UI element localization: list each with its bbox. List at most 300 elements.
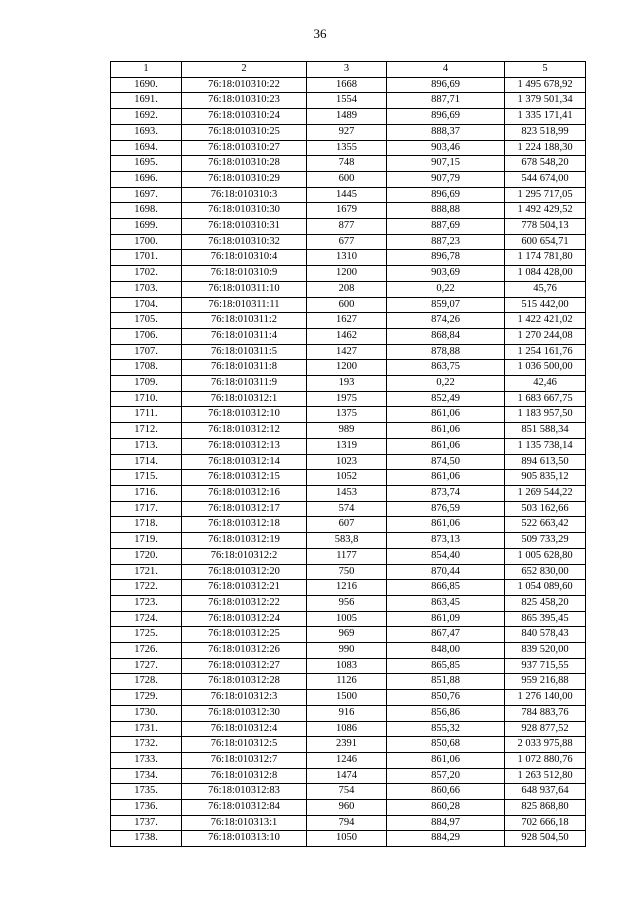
- area-cell: 583,8: [307, 533, 387, 549]
- area-cell: 1975: [307, 391, 387, 407]
- area-cell: 1050: [307, 831, 387, 847]
- cadastral-number-cell: 76:18:010312:10: [182, 407, 307, 423]
- cadastral-number-cell: 76:18:010310:22: [182, 77, 307, 93]
- area-cell: 1500: [307, 690, 387, 706]
- specific-value-cell: 863,75: [387, 360, 505, 376]
- cadastral-number-cell: 76:18:010312:14: [182, 454, 307, 470]
- cadastral-number-cell: 76:18:010310:32: [182, 234, 307, 250]
- row-number-cell: 1709.: [111, 376, 182, 392]
- area-cell: 1319: [307, 438, 387, 454]
- cadastral-value-cell: 959 216,88: [505, 674, 586, 690]
- row-number-cell: 1719.: [111, 533, 182, 549]
- area-cell: 1086: [307, 721, 387, 737]
- table-row: [111, 344, 586, 360]
- specific-value-cell: 856,86: [387, 705, 505, 721]
- row-number-cell: 1720.: [111, 548, 182, 564]
- table-row: [111, 815, 586, 831]
- table-row: [111, 800, 586, 816]
- area-cell: 677: [307, 234, 387, 250]
- cadastral-number-cell: 76:18:010311:10: [182, 281, 307, 297]
- cadastral-number-cell: 76:18:010311:4: [182, 328, 307, 344]
- table-row: [111, 658, 586, 674]
- table-row: [111, 737, 586, 753]
- cadastral-number-cell: 76:18:010313:10: [182, 831, 307, 847]
- area-cell: 1474: [307, 768, 387, 784]
- table-row: [111, 611, 586, 627]
- row-number-cell: 1699.: [111, 219, 182, 235]
- table-row: [111, 250, 586, 266]
- cadastral-number-cell: 76:18:010311:11: [182, 297, 307, 313]
- column-header-1: 1: [111, 62, 182, 78]
- row-number-cell: 1718.: [111, 517, 182, 533]
- table-row: [111, 203, 586, 219]
- row-number-cell: 1692.: [111, 109, 182, 125]
- cadastral-value-cell: 1 054 089,60: [505, 580, 586, 596]
- area-cell: 1200: [307, 360, 387, 376]
- cadastral-value-cell: 1 005 628,80: [505, 548, 586, 564]
- cadastral-number-cell: 76:18:010312:24: [182, 611, 307, 627]
- cadastral-value-cell: 937 715,55: [505, 658, 586, 674]
- area-cell: 877: [307, 219, 387, 235]
- table-row: [111, 533, 586, 549]
- row-number-cell: 1697.: [111, 187, 182, 203]
- row-number-cell: 1721.: [111, 564, 182, 580]
- cadastral-number-cell: 76:18:010312:30: [182, 705, 307, 721]
- specific-value-cell: 896,69: [387, 109, 505, 125]
- cadastral-number-cell: 76:18:010312:20: [182, 564, 307, 580]
- table-row: [111, 219, 586, 235]
- table-row: [111, 752, 586, 768]
- area-cell: 960: [307, 800, 387, 816]
- table-row: [111, 690, 586, 706]
- row-number-cell: 1724.: [111, 611, 182, 627]
- cadastral-value-cell: 42,46: [505, 376, 586, 392]
- specific-value-cell: 0,22: [387, 281, 505, 297]
- row-number-cell: 1704.: [111, 297, 182, 313]
- cadastral-number-cell: 76:18:010312:7: [182, 752, 307, 768]
- cadastral-value-cell: 509 733,29: [505, 533, 586, 549]
- cadastral-value-cell: 1 174 781,80: [505, 250, 586, 266]
- row-number-cell: 1694.: [111, 140, 182, 156]
- table-row: [111, 313, 586, 329]
- page-number: 36: [313, 26, 327, 41]
- cadastral-number-cell: 76:18:010311:8: [182, 360, 307, 376]
- area-cell: 1462: [307, 328, 387, 344]
- cadastral-value-cell: 1 270 244,08: [505, 328, 586, 344]
- row-number-cell: 1736.: [111, 800, 182, 816]
- table-row: [111, 234, 586, 250]
- table-row: [111, 564, 586, 580]
- table-row: [111, 376, 586, 392]
- table-row: [111, 705, 586, 721]
- area-cell: 748: [307, 156, 387, 172]
- area-cell: 927: [307, 124, 387, 140]
- table-row: [111, 485, 586, 501]
- row-number-cell: 1735.: [111, 784, 182, 800]
- specific-value-cell: 850,76: [387, 690, 505, 706]
- specific-value-cell: 860,66: [387, 784, 505, 800]
- cadastral-number-cell: 76:18:010312:12: [182, 423, 307, 439]
- row-number-cell: 1691.: [111, 93, 182, 109]
- specific-value-cell: 861,06: [387, 438, 505, 454]
- specific-value-cell: 888,37: [387, 124, 505, 140]
- specific-value-cell: 887,71: [387, 93, 505, 109]
- row-number-cell: 1708.: [111, 360, 182, 376]
- specific-value-cell: 859,07: [387, 297, 505, 313]
- specific-value-cell: 868,84: [387, 328, 505, 344]
- specific-value-cell: 861,06: [387, 517, 505, 533]
- cadastral-number-cell: 76:18:010312:22: [182, 595, 307, 611]
- specific-value-cell: 903,46: [387, 140, 505, 156]
- row-number-cell: 1707.: [111, 344, 182, 360]
- table-row: [111, 501, 586, 517]
- row-number-cell: 1737.: [111, 815, 182, 831]
- specific-value-cell: 874,50: [387, 454, 505, 470]
- cadastral-number-cell: 76:18:010310:25: [182, 124, 307, 140]
- cadastral-value-cell: 1 295 717,05: [505, 187, 586, 203]
- cadastral-number-cell: 76:18:010312:16: [182, 485, 307, 501]
- cadastral-number-cell: 76:18:010312:3: [182, 690, 307, 706]
- area-cell: 794: [307, 815, 387, 831]
- row-number-cell: 1696.: [111, 171, 182, 187]
- area-cell: 1627: [307, 313, 387, 329]
- specific-value-cell: 861,06: [387, 423, 505, 439]
- table-row: [111, 580, 586, 596]
- cadastral-value-cell: 1 379 501,34: [505, 93, 586, 109]
- area-cell: 1052: [307, 470, 387, 486]
- area-cell: 1177: [307, 548, 387, 564]
- row-number-cell: 1723.: [111, 595, 182, 611]
- cadastral-value-cell: 702 666,18: [505, 815, 586, 831]
- area-cell: 1023: [307, 454, 387, 470]
- row-number-cell: 1722.: [111, 580, 182, 596]
- table-row: [111, 124, 586, 140]
- row-number-cell: 1730.: [111, 705, 182, 721]
- table-row: [111, 674, 586, 690]
- cadastral-value-cell: 600 654,71: [505, 234, 586, 250]
- row-number-cell: 1717.: [111, 501, 182, 517]
- cadastral-value-cell: 784 883,76: [505, 705, 586, 721]
- area-cell: 1375: [307, 407, 387, 423]
- cadastral-value-cell: 2 033 975,88: [505, 737, 586, 753]
- specific-value-cell: 887,69: [387, 219, 505, 235]
- table-row: [111, 109, 586, 125]
- cadastral-value-cell: 1 683 667,75: [505, 391, 586, 407]
- row-number-cell: 1690.: [111, 77, 182, 93]
- row-number-cell: 1693.: [111, 124, 182, 140]
- cadastral-value-cell: 515 442,00: [505, 297, 586, 313]
- specific-value-cell: 888,88: [387, 203, 505, 219]
- table-row: [111, 784, 586, 800]
- cadastral-value-cell: 823 518,99: [505, 124, 586, 140]
- area-cell: 754: [307, 784, 387, 800]
- row-number-cell: 1710.: [111, 391, 182, 407]
- specific-value-cell: 874,26: [387, 313, 505, 329]
- column-header-5: 5: [505, 62, 586, 78]
- cadastral-value-cell: 1 224 188,30: [505, 140, 586, 156]
- area-cell: 956: [307, 595, 387, 611]
- specific-value-cell: 873,13: [387, 533, 505, 549]
- specific-value-cell: 857,20: [387, 768, 505, 784]
- table-row: [111, 721, 586, 737]
- row-number-cell: 1714.: [111, 454, 182, 470]
- area-cell: 193: [307, 376, 387, 392]
- cadastral-value-cell: 928 877,52: [505, 721, 586, 737]
- table-row: [111, 140, 586, 156]
- table-row: [111, 297, 586, 313]
- cadastral-value-cell: 1 495 678,92: [505, 77, 586, 93]
- cadastral-number-cell: 76:18:010312:8: [182, 768, 307, 784]
- table-row: [111, 156, 586, 172]
- row-number-cell: 1727.: [111, 658, 182, 674]
- specific-value-cell: 852,49: [387, 391, 505, 407]
- area-cell: 1679: [307, 203, 387, 219]
- area-cell: 1246: [307, 752, 387, 768]
- cadastral-value-cell: 652 830,00: [505, 564, 586, 580]
- area-cell: 1554: [307, 93, 387, 109]
- area-cell: 1355: [307, 140, 387, 156]
- row-number-cell: 1726.: [111, 643, 182, 659]
- cadastral-number-cell: 76:18:010312:18: [182, 517, 307, 533]
- cadastral-value-cell: 503 162,66: [505, 501, 586, 517]
- cadastral-number-cell: 76:18:010312:25: [182, 627, 307, 643]
- table-body: [111, 77, 586, 846]
- area-cell: 1668: [307, 77, 387, 93]
- cadastral-number-cell: 76:18:010310:24: [182, 109, 307, 125]
- specific-value-cell: 896,69: [387, 77, 505, 93]
- specific-value-cell: 866,85: [387, 580, 505, 596]
- cadastral-value-table: [110, 61, 586, 847]
- cadastral-number-cell: 76:18:010312:2: [182, 548, 307, 564]
- cadastral-number-cell: 76:18:010310:27: [182, 140, 307, 156]
- specific-value-cell: 850,68: [387, 737, 505, 753]
- cadastral-number-cell: 76:18:010310:30: [182, 203, 307, 219]
- row-number-cell: 1701.: [111, 250, 182, 266]
- specific-value-cell: 860,28: [387, 800, 505, 816]
- specific-value-cell: 896,69: [387, 187, 505, 203]
- cadastral-value-cell: 678 548,20: [505, 156, 586, 172]
- table-row: [111, 470, 586, 486]
- cadastral-number-cell: 76:18:010312:4: [182, 721, 307, 737]
- cadastral-number-cell: 76:18:010310:23: [182, 93, 307, 109]
- area-cell: 1310: [307, 250, 387, 266]
- table-row: [111, 407, 586, 423]
- specific-value-cell: 861,06: [387, 470, 505, 486]
- area-cell: 1445: [307, 187, 387, 203]
- table-row: [111, 627, 586, 643]
- area-cell: 1489: [307, 109, 387, 125]
- specific-value-cell: 861,06: [387, 407, 505, 423]
- area-cell: 574: [307, 501, 387, 517]
- cadastral-value-cell: 905 835,12: [505, 470, 586, 486]
- row-number-cell: 1695.: [111, 156, 182, 172]
- column-header-2: 2: [182, 62, 307, 78]
- cadastral-value-cell: 865 395,45: [505, 611, 586, 627]
- cadastral-value-cell: 1 084 428,00: [505, 266, 586, 282]
- area-cell: 1005: [307, 611, 387, 627]
- table-header-row: [111, 62, 586, 78]
- row-number-cell: 1716.: [111, 485, 182, 501]
- specific-value-cell: 876,59: [387, 501, 505, 517]
- cadastral-value-cell: 1 276 140,00: [505, 690, 586, 706]
- specific-value-cell: 861,06: [387, 752, 505, 768]
- area-cell: 1126: [307, 674, 387, 690]
- specific-value-cell: 884,29: [387, 831, 505, 847]
- cadastral-number-cell: 76:18:010312:17: [182, 501, 307, 517]
- area-cell: 1216: [307, 580, 387, 596]
- row-number-cell: 1711.: [111, 407, 182, 423]
- cadastral-value-cell: 851 588,34: [505, 423, 586, 439]
- specific-value-cell: 861,09: [387, 611, 505, 627]
- cadastral-value-cell: 840 578,43: [505, 627, 586, 643]
- table-row: [111, 281, 586, 297]
- cadastral-number-cell: 76:18:010312:5: [182, 737, 307, 753]
- row-number-cell: 1702.: [111, 266, 182, 282]
- row-number-cell: 1738.: [111, 831, 182, 847]
- cadastral-value-cell: 1 036 500,00: [505, 360, 586, 376]
- cadastral-number-cell: 76:18:010310:3: [182, 187, 307, 203]
- area-cell: 208: [307, 281, 387, 297]
- specific-value-cell: 903,69: [387, 266, 505, 282]
- area-cell: 916: [307, 705, 387, 721]
- area-cell: 1083: [307, 658, 387, 674]
- table-row: [111, 266, 586, 282]
- row-number-cell: 1731.: [111, 721, 182, 737]
- specific-value-cell: 855,32: [387, 721, 505, 737]
- row-number-cell: 1698.: [111, 203, 182, 219]
- cadastral-number-cell: 76:18:010311:2: [182, 313, 307, 329]
- cadastral-value-cell: 648 937,64: [505, 784, 586, 800]
- table-row: [111, 643, 586, 659]
- table-row: [111, 77, 586, 93]
- cadastral-number-cell: 76:18:010310:29: [182, 171, 307, 187]
- cadastral-number-cell: 76:18:010312:84: [182, 800, 307, 816]
- cadastral-value-cell: 825 868,80: [505, 800, 586, 816]
- row-number-cell: 1712.: [111, 423, 182, 439]
- table-row: [111, 548, 586, 564]
- table-row: [111, 831, 586, 847]
- specific-value-cell: 863,45: [387, 595, 505, 611]
- cadastral-number-cell: 76:18:010310:4: [182, 250, 307, 266]
- cadastral-value-cell: 522 663,42: [505, 517, 586, 533]
- row-number-cell: 1734.: [111, 768, 182, 784]
- cadastral-number-cell: 76:18:010310:28: [182, 156, 307, 172]
- area-cell: 1427: [307, 344, 387, 360]
- cadastral-value-cell: 45,76: [505, 281, 586, 297]
- table-row: [111, 454, 586, 470]
- row-number-cell: 1705.: [111, 313, 182, 329]
- specific-value-cell: 884,97: [387, 815, 505, 831]
- table-row: [111, 391, 586, 407]
- specific-value-cell: 854,40: [387, 548, 505, 564]
- cadastral-number-cell: 76:18:010310:9: [182, 266, 307, 282]
- table-row: [111, 328, 586, 344]
- row-number-cell: 1713.: [111, 438, 182, 454]
- cadastral-value-cell: 544 674,00: [505, 171, 586, 187]
- table-row: [111, 171, 586, 187]
- cadastral-value-cell: 839 520,00: [505, 643, 586, 659]
- table-row: [111, 768, 586, 784]
- cadastral-number-cell: 76:18:010312:21: [182, 580, 307, 596]
- row-number-cell: 1700.: [111, 234, 182, 250]
- cadastral-value-cell: 1 263 512,80: [505, 768, 586, 784]
- row-number-cell: 1732.: [111, 737, 182, 753]
- table-row: [111, 517, 586, 533]
- column-header-3: 3: [307, 62, 387, 78]
- cadastral-number-cell: 76:18:010312:28: [182, 674, 307, 690]
- cadastral-value-cell: 1 135 738,14: [505, 438, 586, 454]
- row-number-cell: 1715.: [111, 470, 182, 486]
- specific-value-cell: 865,85: [387, 658, 505, 674]
- table-row: [111, 423, 586, 439]
- table-row: [111, 360, 586, 376]
- area-cell: 1200: [307, 266, 387, 282]
- specific-value-cell: 896,78: [387, 250, 505, 266]
- specific-value-cell: 907,15: [387, 156, 505, 172]
- table-row: [111, 187, 586, 203]
- cadastral-number-cell: 76:18:010312:83: [182, 784, 307, 800]
- area-cell: 600: [307, 297, 387, 313]
- row-number-cell: 1733.: [111, 752, 182, 768]
- table-row: [111, 93, 586, 109]
- cadastral-value-cell: 1 254 161,76: [505, 344, 586, 360]
- area-cell: 607: [307, 517, 387, 533]
- specific-value-cell: 867,47: [387, 627, 505, 643]
- cadastral-number-cell: 76:18:010312:15: [182, 470, 307, 486]
- row-number-cell: 1706.: [111, 328, 182, 344]
- cadastral-value-cell: 778 504,13: [505, 219, 586, 235]
- cadastral-value-cell: 1 335 171,41: [505, 109, 586, 125]
- cadastral-number-cell: 76:18:010313:1: [182, 815, 307, 831]
- specific-value-cell: 870,44: [387, 564, 505, 580]
- cadastral-value-cell: 1 072 880,76: [505, 752, 586, 768]
- area-cell: 2391: [307, 737, 387, 753]
- cadastral-value-cell: 1 492 429,52: [505, 203, 586, 219]
- cadastral-value-cell: 1 422 421,02: [505, 313, 586, 329]
- cadastral-number-cell: 76:18:010312:13: [182, 438, 307, 454]
- specific-value-cell: 887,23: [387, 234, 505, 250]
- specific-value-cell: 0,22: [387, 376, 505, 392]
- area-cell: 990: [307, 643, 387, 659]
- table-row: [111, 595, 586, 611]
- row-number-cell: 1728.: [111, 674, 182, 690]
- specific-value-cell: 851,88: [387, 674, 505, 690]
- row-number-cell: 1729.: [111, 690, 182, 706]
- cadastral-value-cell: 928 504,50: [505, 831, 586, 847]
- area-cell: 750: [307, 564, 387, 580]
- cadastral-value-cell: 825 458,20: [505, 595, 586, 611]
- cadastral-number-cell: 76:18:010311:5: [182, 344, 307, 360]
- column-header-4: 4: [387, 62, 505, 78]
- specific-value-cell: 907,79: [387, 171, 505, 187]
- row-number-cell: 1725.: [111, 627, 182, 643]
- area-cell: 969: [307, 627, 387, 643]
- cadastral-value-cell: 894 613,50: [505, 454, 586, 470]
- cadastral-value-cell: 1 183 957,50: [505, 407, 586, 423]
- area-cell: 989: [307, 423, 387, 439]
- specific-value-cell: 873,74: [387, 485, 505, 501]
- cadastral-number-cell: 76:18:010310:31: [182, 219, 307, 235]
- cadastral-number-cell: 76:18:010312:19: [182, 533, 307, 549]
- cadastral-value-cell: 1 269 544,22: [505, 485, 586, 501]
- area-cell: 1453: [307, 485, 387, 501]
- cadastral-number-cell: 76:18:010312:1: [182, 391, 307, 407]
- specific-value-cell: 878,88: [387, 344, 505, 360]
- specific-value-cell: 848,00: [387, 643, 505, 659]
- row-number-cell: 1703.: [111, 281, 182, 297]
- area-cell: 600: [307, 171, 387, 187]
- cadastral-number-cell: 76:18:010312:26: [182, 643, 307, 659]
